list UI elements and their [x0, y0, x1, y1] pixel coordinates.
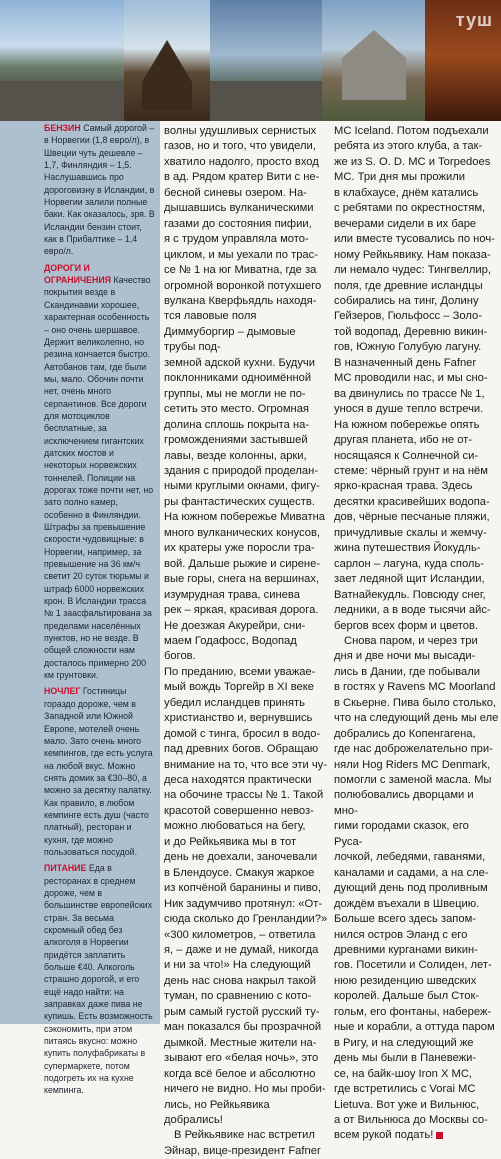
church-silhouette — [142, 40, 192, 110]
fuel-text: Самый дорогой – в Норвегии (1,8 евро/л), в Швеции чуть дешевле – 1,7, Финляндия – 1,5. Наслушавшись про дороговизну в Исландии, в Норвегии залили полные баки. Как оказалось, зря. В Исландии бензин стоит, как в Прибалтике – 1,4 евро/л. — [44, 123, 155, 257]
fuel-section — [44, 122, 156, 258]
column2-last-text: В Рейкьявике нас встретил Эйнар, вице-президент Fafner — [164, 1129, 321, 1157]
fuel-heading: БЕНЗИН — [44, 123, 81, 133]
rider-with-motorcycle-photo — [210, 0, 322, 121]
roads-text: Качество покрытия везде в Скандинавии хорошее, характерная особенность – оно очень шершавое. Держит великолепно, но резина кончается быстро. Автобанов там, где были мы, мало. Обочин почти нет, очень много серпантинов. Все дороги для мотоциклов бесплатные, за исключением гигантских датских мостов и некоторых норвежских тоннелей. Полиции на дорогах тоже почти нет, но зато полно камер, особенно в Финляндии. Штрафы за превышение скорости чудовищные: в Норвегии, например, за превышение на 36 км/ч светит 20 суток тюрьмы и штраф 6000 норвежских крон. В Исландии трасса № 1 заасфальтирована за пределами населённых пунктов, но не везде. В общей сложности нам досталось примерно 200 км грунтовки. — [44, 275, 154, 681]
roads-heading: ДОРОГИ И ОГРАНИЧЕНИЯ — [44, 262, 111, 286]
column3-paragraph-b — [334, 634, 500, 1144]
red-interior-photo — [425, 0, 501, 121]
column3-paragraph-a: MC Iceland. Потом подъехали ребята из этого клуба, а так- же из S. O. D. MC и Torpedoes MC. Три дня мы прожили в клабхаусе, днём катались с ребятами по окрестностям, вечерами сидели в их баре или вместе тусовались по ноч- ному Рейкьявику. Нам показа- ли немало чудес: Тингвеллир, поля, где древние исландцы собирались на тинг, Долину Гейзеров, Гюльфосс – Золо- той водопад, Деревню викин- гов, Южную Голубую лагуну. В назначенный день Fafner MC проводили нас, и мы сно- ва двинулись по трассе № 1, унося в душе тепло встречи. На южном побережье опять другая планета, ибо не от- носящаяся к Солнечной си- стеме: чёрный грунт и на нём ярко-красная трава. Здесь десятки красивейших водопа- дов, чёрные песчаные пляжи, причудливые скалы и жемчу- жина путешествия Йокудль- сарлон – лагуна, куда споль- зает ледяной щит Исландии, Ватнайекудль. Повсюду снег, ледники, а в воде тысячи айс- бергов всех форм и цветов. — [334, 125, 495, 632]
stone-building-silhouette — [342, 30, 406, 100]
header-cut-tag: туш — [455, 10, 493, 30]
article-column-3 — [334, 124, 500, 1144]
stone-church-photo — [322, 0, 425, 121]
road-shape — [210, 81, 322, 121]
column2-paragraph: волны удушливых сернистых газов, но и того, что увидели, хватило надолго, просто вход в ад. Рядом кратер Вити с не- бесной синевы озером. На- дышавшись вулканическими газами до состояния пифии, я с трудом управляла мото- циклом, и мы уехали по трас- се № 1 на юг Миватна, где за огромной воронкой потухшего вулкана Кверфьядль находя- тся лавовые поля Диммуборгир – дымовые трубы под- земной адской кухни. Будучи поклонниками одноимённой группы, мы не могли не по- сетить это место. Огромная долина сплошь покрыта на- громождениями застывшей лавы, везде колонны, арки, здания с природой проделан- ными круглыми окнами, фигу- ры фантастических существ. На южном побережье Миватна много вулканических конусов, их кратеры уже поросли тра- вой. Дальше рыжие и сирене- вые горы, снега на вершинах, изумрудная трава, синева рек – яркая, красивая дорога. Не доезжая Акурейри, сни- маем Годафосс, Водопад богов. По преданию, всеми уважае- мый вождь Торгейр в XI веке убедил исландцев принять христианство и, вернувшись домой с тинга, бросил в водо- пад древних богов. Обращаю внимание на то, что все эти чу- деса находятся практически на обочине трассы № 1. Такой красотой совершенно невоз- можно любоваться на бегу, и до Рейкьявика мы в тот день не доехали, заночевали в Блендоусе. Смакуя жаркое из копчёной баранины и пиво, Ник задумчиво протянул: «От- сюда сколько до Гренландии?» «300 километров, – ответила я, – даже и не думай, никогда и ни за что!» На следующий день нас снова накрыл такой туман, по сравнению с кото- рым самый густой русский ту- ман показался бы прозрачной дымкой. Местные жители на- зывают его «белая ночь», это когда всё белое и абсолютно ничего не видно. Но мы проби- лись, но Рейкьявика добрались! — [164, 125, 328, 1126]
food-section — [44, 862, 156, 1097]
article-column-2 — [164, 124, 330, 1159]
end-of-article-mark — [436, 1132, 443, 1139]
road-shape — [0, 81, 124, 121]
lodging-heading: НОЧЛЕГ — [44, 686, 81, 697]
photo-strip — [0, 0, 501, 121]
column2-last-paragraph — [164, 1128, 330, 1159]
info-sidebar-text — [44, 122, 156, 1101]
lodging-text: Гостиницы гораздо дороже, чем в Западной или Южной Европе, мотелей очень мало. Зато очень много кемпингов, где есть услуга на любой вкус. Можно снять домик за €30–80, а можно за десятку палатку. Как правило, в любом кемпинге есть душ (часто платный), ресторан и кухня, где можно пользоваться посудой. — [44, 686, 153, 857]
lodging-section — [44, 685, 156, 858]
food-heading: ПИТАНИЕ — [44, 863, 87, 874]
food-text: Еда в ресторанах в среднем дороже, чем в большинстве европейских стран. За весьма скромный обед без алкоголя в Норвегии придётся заплатить больше €40. Алкоголь страшно дорогой, и его ещё надо найти: на заправках даже пива не купишь. Есть возможность сэкономить, при этом питаясь вкусно: можно купить полуфабрикаты в супермаркете, потом подогреть их на кухне кемпинга. — [44, 863, 153, 1096]
column3-paragraph-b-text: Снова паром, и через три дня и две ночи мы высади- лись в Дании, где побывали в гостях у Ravens MC Moorland в Скьерне. Пива было столько, что на следующий день мы еле добрались до Копенгагена, где нас доброжелательно при- няли Hog Riders MC Denmark, помогли с заменой масла. Мы полюбовались дворцами и мно- гими городами сказок, его Руса- лочкой, лебедями, гаванями, каналами и садами, а на сле- дующий день под проливным дождём въехали в Швецию. Больше всего здесь запом- нился остров Эланд с его древними курганами викин- гов. Посетили и Солиден, лет- нюю резиденцию шведских королей. Дальше был Сток- гольм, его фонтаны, набереж- ные и корабли, а оттуда паром в Ригу, и на следующий же день мы были в Паневежи- се, на байк-шоу Iron X MC, где встретились с Vorai MC Lietuva. Вот уже и Вильнюс, а от Вильнюса до Москвы со- всем рукой подать! — [334, 634, 499, 1142]
roads-section — [44, 262, 156, 682]
stave-church-photo — [124, 0, 210, 121]
motorcyclists-road-photo — [0, 0, 124, 121]
